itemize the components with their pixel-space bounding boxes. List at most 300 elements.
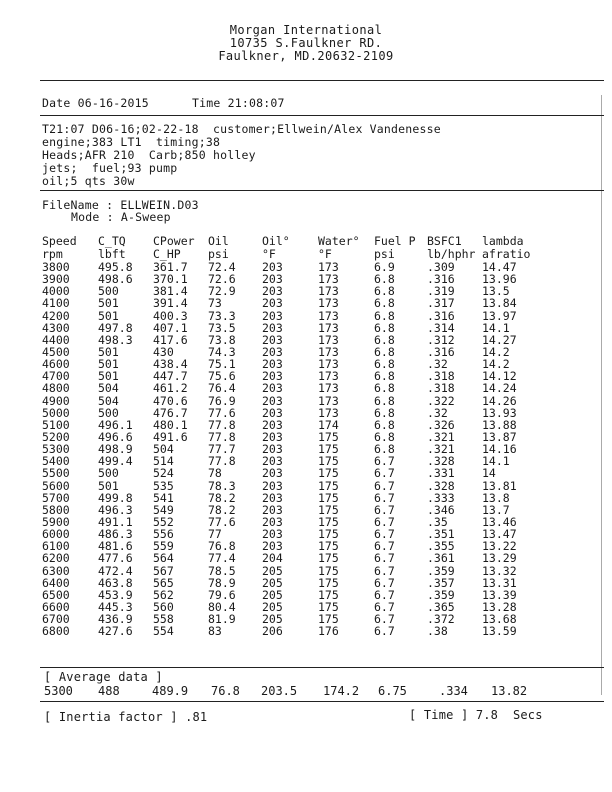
table-cell: 203 <box>262 357 283 372</box>
date-rule <box>40 115 604 116</box>
average-rule <box>40 701 604 702</box>
average-lambda: 13.82 <box>491 684 528 698</box>
table-cell: .317 <box>427 296 455 311</box>
table-cell: 83 <box>208 624 222 639</box>
table-cell: 6000 <box>42 527 70 542</box>
table-cell: 559 <box>153 539 174 554</box>
table-cell: 5200 <box>42 429 70 444</box>
table-cell: 14.27 <box>482 332 517 347</box>
notes-line-1: T21:07 D06-16;02-22-18 customer;Ellwein/Alex Vandenesse <box>42 122 441 136</box>
table-cell: 472.4 <box>98 563 133 578</box>
table-cell: 13.96 <box>482 272 517 287</box>
column-unit: lbft <box>98 247 126 261</box>
table-cell: 4200 <box>42 308 70 323</box>
table-cell: 203 <box>262 527 283 542</box>
table-cell: 78.3 <box>208 478 236 493</box>
table-cell: 430 <box>153 344 174 359</box>
table-cell: 5900 <box>42 514 70 529</box>
table-cell: 203 <box>262 442 283 457</box>
table-cell: 173 <box>318 308 339 323</box>
table-cell: 174 <box>318 417 339 432</box>
table-cell: 203 <box>262 502 283 517</box>
table-cell: 6.8 <box>374 320 395 335</box>
table-cell: 13.87 <box>482 429 517 444</box>
table-cell: 6400 <box>42 575 70 590</box>
table-cell: .318 <box>427 381 455 396</box>
table-cell: 13.22 <box>482 539 517 554</box>
column-unit: afratio <box>482 247 531 261</box>
table-cell: .326 <box>427 417 455 432</box>
table-cell: 498.3 <box>98 332 133 347</box>
table-cell: 453.9 <box>98 587 133 602</box>
table-cell: 6.7 <box>374 454 395 469</box>
table-cell: 486.3 <box>98 527 133 542</box>
table-cell: .355 <box>427 539 455 554</box>
table-cell: 203 <box>262 320 283 335</box>
run-duration: [ Time ] 7.8 Secs <box>409 708 543 722</box>
table-cell: 417.6 <box>153 332 188 347</box>
table-cell: 491.1 <box>98 514 133 529</box>
table-cell: 173 <box>318 296 339 311</box>
table-cell: 501 <box>98 308 119 323</box>
table-cell: .319 <box>427 284 455 299</box>
column-unit: psi <box>374 247 395 261</box>
table-cell: 13.59 <box>482 624 517 639</box>
column-header: Speed <box>42 234 77 248</box>
header-rule <box>40 80 604 81</box>
table-cell: 14.2 <box>482 344 510 359</box>
average-label: [ Average data ] <box>44 670 163 684</box>
table-cell: 554 <box>153 624 174 639</box>
table-cell: 204 <box>262 551 283 566</box>
table-cell: 5700 <box>42 490 70 505</box>
table-cell: 203 <box>262 332 283 347</box>
table-cell: 470.6 <box>153 393 188 408</box>
table-cell: 76.8 <box>208 539 236 554</box>
table-cell: 6500 <box>42 587 70 602</box>
table-cell: 5600 <box>42 478 70 493</box>
table-cell: 175 <box>318 551 339 566</box>
table-cell: 498.9 <box>98 442 133 457</box>
table-cell: 407.1 <box>153 320 188 335</box>
table-cell: 4700 <box>42 369 70 384</box>
table-cell: 4100 <box>42 296 70 311</box>
table-cell: 6300 <box>42 563 70 578</box>
table-cell: 73.5 <box>208 320 236 335</box>
table-cell: 173 <box>318 405 339 420</box>
table-cell: 205 <box>262 612 283 627</box>
table-cell: 173 <box>318 357 339 372</box>
table-cell: 13.97 <box>482 308 517 323</box>
table-cell: 203 <box>262 284 283 299</box>
column-power <box>153 235 195 637</box>
column-oil-pressure <box>208 235 236 637</box>
table-cell: 173 <box>318 284 339 299</box>
table-cell: 175 <box>318 587 339 602</box>
table-cell: .309 <box>427 260 455 274</box>
table-cell: 203 <box>262 514 283 529</box>
table-cell: .321 <box>427 429 455 444</box>
average-torque: 488 <box>98 684 120 698</box>
table-cell: 13.46 <box>482 514 517 529</box>
table-cell: 173 <box>318 369 339 384</box>
table-cell: 205 <box>262 587 283 602</box>
table-cell: 75.1 <box>208 357 236 372</box>
table-cell: 565 <box>153 575 174 590</box>
table-cell: 78.9 <box>208 575 236 590</box>
table-cell: .318 <box>427 369 455 384</box>
table-cell: .372 <box>427 612 455 627</box>
table-cell: 5300 <box>42 442 70 457</box>
table-cell: 370.1 <box>153 272 188 287</box>
table-cell: 5500 <box>42 466 70 481</box>
table-cell: 13.7 <box>482 502 510 517</box>
table-cell: 72.6 <box>208 272 236 287</box>
table-cell: 175 <box>318 575 339 590</box>
table-cell: 427.6 <box>98 624 133 639</box>
table-cell: 13.8 <box>482 490 510 505</box>
table-cell: .38 <box>427 624 448 639</box>
table-cell: 3800 <box>42 260 70 274</box>
table-cell: 80.4 <box>208 599 236 614</box>
table-cell: 499.4 <box>98 454 133 469</box>
table-cell: 14.2 <box>482 357 510 372</box>
table-cell: 558 <box>153 612 174 627</box>
table-cell: 173 <box>318 320 339 335</box>
table-cell: 496.3 <box>98 502 133 517</box>
table-cell: 5100 <box>42 417 70 432</box>
table-cell: 552 <box>153 514 174 529</box>
table-cell: 175 <box>318 454 339 469</box>
table-cell: 461.2 <box>153 381 188 396</box>
average-power: 489.9 <box>152 684 189 698</box>
table-cell: 14 <box>482 466 496 481</box>
table-cell: .312 <box>427 332 455 347</box>
table-cell: 504 <box>98 393 119 408</box>
table-cell: 400.3 <box>153 308 188 323</box>
table-cell: 77.6 <box>208 405 236 420</box>
table-cell: 6.7 <box>374 587 395 602</box>
table-cell: 13.28 <box>482 599 517 614</box>
table-cell: 72.9 <box>208 284 236 299</box>
run-date: Date 06-16-2015 <box>42 96 149 110</box>
table-cell: 480.1 <box>153 417 188 432</box>
table-cell: 203 <box>262 490 283 505</box>
table-cell: 6.8 <box>374 357 395 372</box>
table-cell: 203 <box>262 405 283 420</box>
table-cell: 567 <box>153 563 174 578</box>
table-cell: 6100 <box>42 539 70 554</box>
table-cell: 6.7 <box>374 539 395 554</box>
table-cell: .365 <box>427 599 455 614</box>
table-cell: 5800 <box>42 502 70 517</box>
table-cell: .361 <box>427 551 455 566</box>
table-cell: 175 <box>318 599 339 614</box>
column-lambda <box>482 235 530 637</box>
notes-line-2: engine;383 LT1 timing;38 <box>42 135 221 149</box>
table-cell: 175 <box>318 612 339 627</box>
table-cell: 504 <box>153 442 174 457</box>
table-cell: 501 <box>98 296 119 311</box>
table-cell: 4400 <box>42 332 70 347</box>
table-cell: 438.4 <box>153 357 188 372</box>
table-cell: 77.4 <box>208 551 236 566</box>
table-cell: 501 <box>98 344 119 359</box>
table-cell: 463.8 <box>98 575 133 590</box>
table-cell: 76.4 <box>208 381 236 396</box>
table-cell: 495.8 <box>98 260 133 274</box>
table-cell: 203 <box>262 369 283 384</box>
table-cell: 78 <box>208 466 222 481</box>
table-cell: 6.7 <box>374 466 395 481</box>
table-cell: 6.7 <box>374 624 395 639</box>
table-cell: 501 <box>98 369 119 384</box>
table-cell: 562 <box>153 587 174 602</box>
table-cell: 496.6 <box>98 429 133 444</box>
table-cell: .321 <box>427 442 455 457</box>
column-unit: °F <box>262 247 276 261</box>
table-cell: 175 <box>318 563 339 578</box>
table-cell: 5000 <box>42 405 70 420</box>
column-oil-temp <box>262 235 290 637</box>
column-header: Water° <box>318 234 360 248</box>
column-header: Oil <box>208 234 229 248</box>
table-cell: 13.39 <box>482 587 517 602</box>
table-cell: 73.8 <box>208 332 236 347</box>
table-cell: 203 <box>262 454 283 469</box>
table-cell: 77.8 <box>208 417 236 432</box>
table-cell: 549 <box>153 502 174 517</box>
table-cell: 203 <box>262 478 283 493</box>
company-city: Faulkner, MD.20632-2109 <box>218 49 394 63</box>
table-cell: 205 <box>262 563 283 578</box>
table-cell: 6.8 <box>374 381 395 396</box>
table-cell: 176 <box>318 624 339 639</box>
table-cell: 73 <box>208 296 222 311</box>
table-cell: 77 <box>208 527 222 542</box>
table-cell: 13.5 <box>482 284 510 299</box>
table-cell: 477.6 <box>98 551 133 566</box>
table-cell: 535 <box>153 478 174 493</box>
column-unit: C_HP <box>153 247 181 261</box>
table-cell: 14.47 <box>482 260 517 274</box>
table-cell: .357 <box>427 575 455 590</box>
table-cell: 76.9 <box>208 393 236 408</box>
notes-rule <box>40 190 604 191</box>
column-unit: psi <box>208 247 229 261</box>
table-cell: .331 <box>427 466 455 481</box>
average-speed: 5300 <box>44 684 73 698</box>
table-cell: 203 <box>262 417 283 432</box>
table-cell: 72.4 <box>208 260 236 274</box>
table-cell: 6.8 <box>374 417 395 432</box>
table-cell: 497.8 <box>98 320 133 335</box>
run-time: Time 21:08:07 <box>192 96 285 110</box>
table-cell: 13.32 <box>482 563 517 578</box>
table-cell: 81.9 <box>208 612 236 627</box>
table-cell: 4600 <box>42 357 70 372</box>
table-cell: 6.7 <box>374 514 395 529</box>
notes-line-4: jets; fuel;93 pump <box>42 161 178 175</box>
table-cell: 79.6 <box>208 587 236 602</box>
table-cell: 6.7 <box>374 478 395 493</box>
table-cell: .32 <box>427 405 448 420</box>
table-cell: 14.1 <box>482 320 510 335</box>
table-cell: 175 <box>318 539 339 554</box>
table-cell: 6800 <box>42 624 70 639</box>
table-cell: .322 <box>427 393 455 408</box>
table-cell: 13.47 <box>482 527 517 542</box>
table-cell: .346 <box>427 502 455 517</box>
table-cell: 205 <box>262 599 283 614</box>
table-cell: .32 <box>427 357 448 372</box>
column-header: lambda <box>482 234 524 248</box>
column-header: BSFC1 <box>427 234 462 248</box>
column-fuel-pressure <box>374 235 416 637</box>
table-cell: 541 <box>153 490 174 505</box>
table-cell: 501 <box>98 357 119 372</box>
table-cell: 74.3 <box>208 344 236 359</box>
table-cell: 175 <box>318 502 339 517</box>
table-cell: 6.8 <box>374 429 395 444</box>
table-cell: 504 <box>98 381 119 396</box>
table-cell: 175 <box>318 478 339 493</box>
table-cell: 4900 <box>42 393 70 408</box>
table-cell: 14.1 <box>482 454 510 469</box>
table-cell: 514 <box>153 454 174 469</box>
column-header: C_TQ <box>98 234 126 248</box>
table-cell: 175 <box>318 514 339 529</box>
table-cell: 381.4 <box>153 284 188 299</box>
table-cell: 361.7 <box>153 260 188 274</box>
table-cell: 500 <box>98 405 119 420</box>
table-cell: 6600 <box>42 599 70 614</box>
table-cell: 203 <box>262 308 283 323</box>
average-fuel-pressure: 6.75 <box>378 684 407 698</box>
table-cell: 391.4 <box>153 296 188 311</box>
table-cell: 13.88 <box>482 417 517 432</box>
table-cell: 6.7 <box>374 563 395 578</box>
table-cell: 77.7 <box>208 442 236 457</box>
inertia-factor: [ Inertia factor ] .81 <box>44 710 208 724</box>
table-cell: .314 <box>427 320 455 335</box>
table-cell: 498.6 <box>98 272 133 287</box>
table-cell: 75.6 <box>208 369 236 384</box>
table-cell: 175 <box>318 429 339 444</box>
table-cell: 173 <box>318 272 339 287</box>
run-mode: Mode : A-Sweep <box>71 210 171 224</box>
table-cell: 6.8 <box>374 296 395 311</box>
company-address: 10735 S.Faulkner RD. <box>229 36 383 50</box>
table-cell: 6.8 <box>374 332 395 347</box>
table-cell: 14.12 <box>482 369 517 384</box>
table-cell: 564 <box>153 551 174 566</box>
average-oil-pressure: 76.8 <box>211 684 240 698</box>
table-cell: 73.3 <box>208 308 236 323</box>
table-cell: 78.5 <box>208 563 236 578</box>
table-cell: 173 <box>318 393 339 408</box>
table-cell: 6.7 <box>374 612 395 627</box>
table-cell: 13.31 <box>482 575 517 590</box>
notes-line-3: Heads;AFR 210 Carb;850 holley <box>42 148 256 162</box>
table-cell: 447.7 <box>153 369 188 384</box>
table-cell: 4500 <box>42 344 70 359</box>
table-cell: .328 <box>427 478 455 493</box>
table-cell: 6.8 <box>374 272 395 287</box>
page-edge-line <box>601 95 602 695</box>
table-cell: .328 <box>427 454 455 469</box>
table-cell: 524 <box>153 466 174 481</box>
table-cell: 203 <box>262 344 283 359</box>
table-cell: 203 <box>262 429 283 444</box>
table-cell: 500 <box>98 466 119 481</box>
table-cell: 6.8 <box>374 393 395 408</box>
table-cell: 203 <box>262 539 283 554</box>
table-cell: 78.2 <box>208 502 236 517</box>
table-cell: 14.24 <box>482 381 517 396</box>
table-cell: 3900 <box>42 272 70 287</box>
table-cell: 6.7 <box>374 599 395 614</box>
column-unit: °F <box>318 247 332 261</box>
table-cell: 14.16 <box>482 442 517 457</box>
table-cell: 77.8 <box>208 429 236 444</box>
table-cell: 175 <box>318 527 339 542</box>
table-cell: 203 <box>262 296 283 311</box>
table-cell: 556 <box>153 527 174 542</box>
table-cell: .359 <box>427 587 455 602</box>
table-cell: 13.29 <box>482 551 517 566</box>
table-cell: 4000 <box>42 284 70 299</box>
table-cell: 173 <box>318 260 339 274</box>
table-cell: 203 <box>262 272 283 287</box>
table-cell: 6.8 <box>374 369 395 384</box>
column-header: CPower <box>153 234 195 248</box>
table-cell: 77.6 <box>208 514 236 529</box>
average-oil-temp: 203.5 <box>261 684 298 698</box>
table-cell: 13.84 <box>482 296 517 311</box>
table-cell: 13.81 <box>482 478 517 493</box>
table-cell: 205 <box>262 575 283 590</box>
table-cell: 13.93 <box>482 405 517 420</box>
table-cell: .359 <box>427 563 455 578</box>
table-cell: 173 <box>318 344 339 359</box>
table-cell: 6.8 <box>374 442 395 457</box>
company-name: Morgan International <box>229 23 383 37</box>
table-cell: 6.8 <box>374 308 395 323</box>
table-cell: 6.9 <box>374 260 395 274</box>
notes-line-5: oil;5 qts 30w <box>42 174 135 188</box>
table-cell: 6.7 <box>374 575 395 590</box>
column-unit: lb/hphr <box>427 247 476 261</box>
column-speed <box>42 235 77 637</box>
column-torque <box>98 235 133 637</box>
table-cell: .351 <box>427 527 455 542</box>
column-unit: rpm <box>42 247 63 261</box>
table-cell: 6.8 <box>374 405 395 420</box>
table-cell: 175 <box>318 466 339 481</box>
table-cell: 4300 <box>42 320 70 335</box>
table-cell: 499.8 <box>98 490 133 505</box>
column-header: Oil° <box>262 234 290 248</box>
table-cell: 6.8 <box>374 284 395 299</box>
table-cell: 14.26 <box>482 393 517 408</box>
column-header: Fuel P <box>374 234 416 248</box>
table-cell: 13.68 <box>482 612 517 627</box>
table-bottom-rule <box>40 667 604 668</box>
table-cell: 173 <box>318 332 339 347</box>
table-cell: .35 <box>427 514 448 529</box>
table-cell: 175 <box>318 442 339 457</box>
